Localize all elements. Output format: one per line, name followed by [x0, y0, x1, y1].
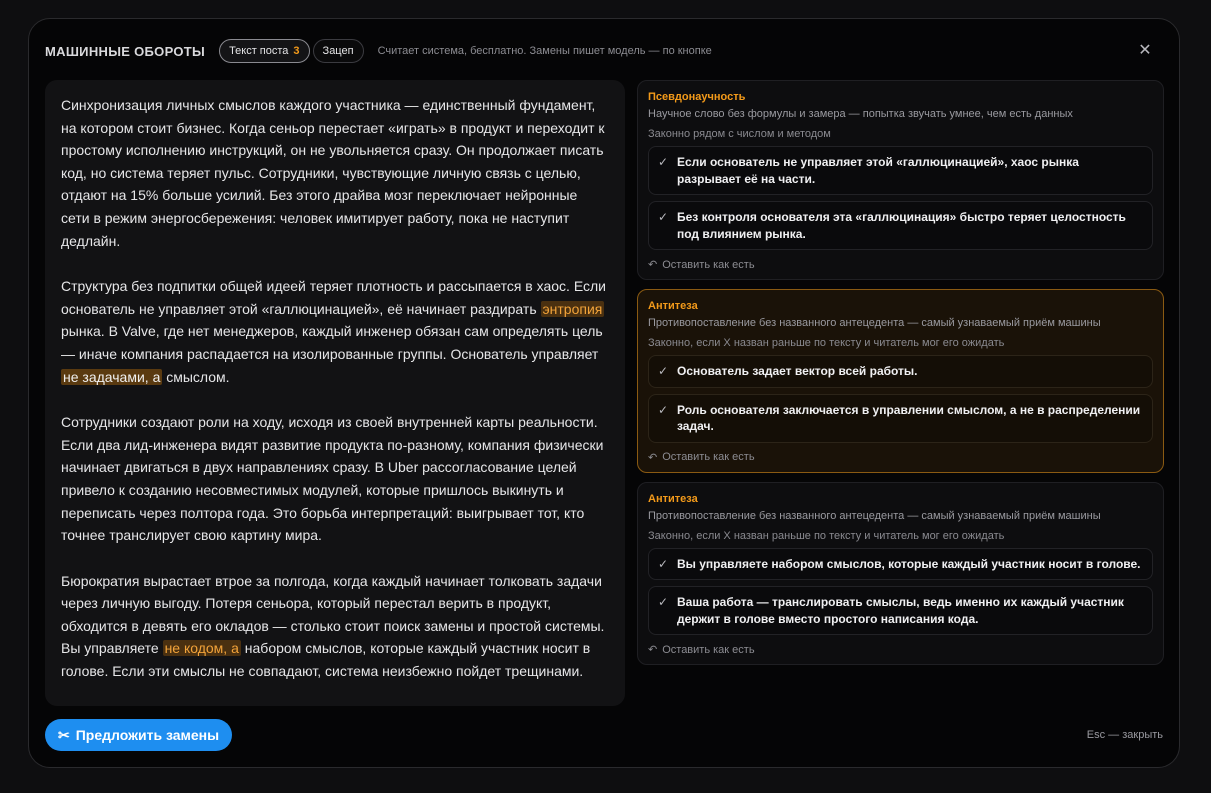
paragraph	[61, 411, 609, 547]
text-segment: Сотрудники создают роли на ходу, исходя из своей внутренней карты реальности. Если два лид-инженера видят развитие продукта по-разному, компания физически начинает двигаться в двух направлениях сразу. В Uber рассогласование целей привело к созданию несовместимых модулей, которые пришлось выкинуть и переписать через полтора года. Это борьба интерпретаций: выигрывает тот, кто точнее транслирует свою картину мира.	[61, 414, 604, 544]
check-icon: ✓	[658, 364, 669, 378]
tab-list	[219, 39, 364, 63]
suggest-label: Предложить замены	[75, 727, 220, 743]
keep-as-is-button[interactable]	[648, 451, 1153, 464]
finding-card-antithesis[interactable]	[637, 482, 1164, 666]
modal-subtitle: Считает система, бесплатно. Замены пишет модель — по кнопке	[377, 45, 712, 57]
suggestion-text: Без контроля основателя эта «галлюцинация» быстро теряет целостность под влиянием рынка.	[677, 210, 1126, 241]
check-icon: ✓	[658, 556, 669, 571]
tab-hook[interactable]	[313, 39, 364, 63]
keep-label: Оставить как есть	[662, 258, 755, 271]
text-segment: набором смыслов, которые каждый участник носит в голове. Если эти смыслы не совпадают, система неизбежно пойдет трещинами.	[61, 640, 591, 680]
paragraph	[61, 275, 609, 388]
suggestion-option[interactable]	[648, 201, 1153, 250]
keep-label: Оставить как есть	[662, 451, 755, 463]
check-icon: ✓	[658, 210, 669, 224]
undo-icon: ↶	[648, 644, 658, 656]
highlight-antithesis[interactable]: не кодом, а	[164, 640, 239, 657]
suggestion-option[interactable]	[648, 548, 1153, 581]
highlight-pseudoscience[interactable]: энтропия	[542, 300, 603, 317]
suggestion-text: Основатель задает вектор всей работы.	[677, 364, 918, 378]
finding-note: Законно рядом с числом и методом	[648, 128, 831, 140]
text-segment: рынка. В Valve, где нет менеджеров, каждый инженер обязан сам определять цель — иначе компания распадается на изолированные группы. Основатель управляет	[61, 323, 603, 362]
suggestion-option[interactable]	[648, 146, 1153, 195]
esc-close-hint: Esc — закрыть	[1086, 729, 1163, 741]
modal-header	[45, 39, 1163, 63]
suggest-replacements-button[interactable]	[45, 719, 232, 751]
finding-title: Антитеза	[648, 300, 698, 312]
check-icon: ✓	[658, 155, 669, 169]
finding-card-pseudoscience[interactable]	[637, 80, 1164, 280]
suggestion-text: Если основатель не управляет этой «галлюцинацией», хаос рынка разрывает её на части.	[677, 155, 1079, 186]
modal-title: МАШИННЫЕ ОБОРОТЫ	[45, 43, 206, 59]
tab-label: Зацеп	[322, 45, 354, 57]
finding-description: Противопоставление без названного антецедента — самый узнаваемый приём машины	[648, 509, 1101, 522]
keep-as-is-button[interactable]	[648, 258, 1153, 271]
paragraph	[61, 94, 609, 252]
finding-card-antithesis-active[interactable]	[637, 289, 1164, 473]
finding-title: Псевдонаучность	[648, 91, 746, 103]
close-icon[interactable]: ✕	[1138, 42, 1152, 59]
undo-icon: ↶	[648, 451, 658, 464]
suggestion-option[interactable]	[648, 586, 1153, 635]
suggestion-text: Вы управляете набором смыслов, которые каждый участник носит в голове.	[677, 556, 1141, 571]
suggestion-text: Ваша работа — транслировать смыслы, ведь именно их каждый участник держит в голове вместо простого написания кода.	[677, 595, 1124, 626]
suggestion-option[interactable]	[648, 355, 1153, 388]
tab-label: Текст поста	[229, 45, 289, 57]
finding-note: Законно, если X назван раньше по тексту и читатель мог его ожидать	[648, 337, 1005, 349]
check-icon: ✓	[658, 595, 669, 609]
finding-description: Противопоставление без названного антецедента — самый узнаваемый приём машины	[648, 317, 1101, 329]
text-segment: смыслом.	[162, 368, 230, 385]
machine-phrases-modal	[28, 18, 1180, 768]
findings-panel	[637, 80, 1164, 674]
undo-icon: ↶	[648, 259, 658, 271]
text-segment: Бюрократия вырастает втрое за полгода, когда каждый начинает толковать задачи через личную выгоду. Потеря сеньора, который перестал верить в продукт, обходится в девять его окладов — столько стоит поиск замены и простой системы. Вы управляете	[61, 572, 605, 657]
suggestion-option[interactable]	[648, 394, 1153, 443]
finding-note: Законно, если X назван раньше по тексту и читатель мог его ожидать	[648, 529, 1005, 542]
text-segment: Синхронизация личных смыслов каждого участника — единственный фундамент, на котором стоит бизнес. Когда сеньор перестает «играть» в продукт и переходит к простому исполнению инструкций, он не увольняется сразу. Он продолжает писать код, но система теряет пульс. Сотрудники, чувствующие личную связь с целью, отдают на 15% больше усилий. Без этого драйва мозг переключает нейронные сети в режим энергосбережения: человек имитирует работу, пока не наступит дедлайн.	[61, 97, 605, 249]
post-text-editor[interactable]	[45, 80, 625, 706]
text-segment: Структура без подпитки общей идеей теряет плотность и рассыпается в хаос. Если основатель не управляет этой «галлюцинацией», её начинает раздирать	[61, 278, 607, 317]
keep-label: Оставить как есть	[662, 643, 755, 656]
paragraph	[61, 570, 609, 683]
highlight-antithesis-active[interactable]: не задачами, а	[63, 368, 161, 385]
tab-post-text[interactable]	[219, 39, 309, 63]
suggestion-text: Роль основателя заключается в управлении смыслом, а не в распределении задач.	[677, 402, 1141, 433]
finding-description: Научное слово без формулы и замера — попытка звучать умнее, чем есть данных	[648, 108, 1073, 120]
check-icon: ✓	[658, 402, 669, 417]
tools-icon: ✂	[58, 726, 70, 743]
keep-as-is-button[interactable]	[648, 643, 1153, 656]
tab-count-badge: 3	[293, 45, 300, 57]
finding-title: Антитеза	[648, 492, 698, 505]
